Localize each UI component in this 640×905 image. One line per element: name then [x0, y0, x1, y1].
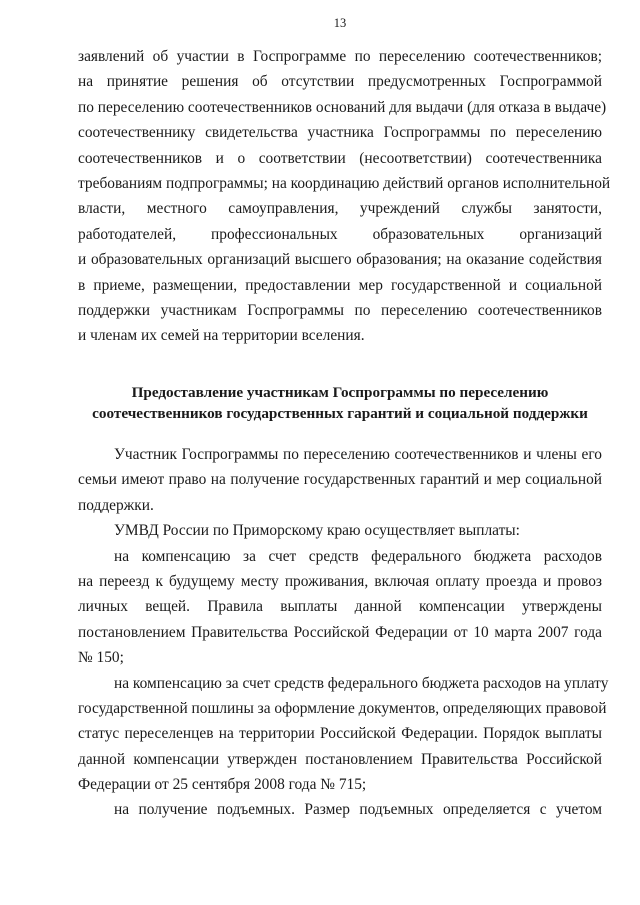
text-line: соотечественников и о соответствии (несоответствии) соотечественника [78, 149, 602, 167]
paragraph-rights [78, 442, 602, 518]
text-line: на компенсацию за счет средств федерального бюджета расходов [114, 547, 602, 565]
heading-line: Предоставление участникам Госпрограммы по переселению [131, 384, 549, 401]
text-line: на получение подъемных. Размер подъемных определяется с учетом [114, 801, 602, 819]
text-line: семьи имеют право на получение государственных гарантий и мер социальной [78, 471, 602, 489]
text-line: на переезд к будущему месту проживания, включая оплату проезда и провоз [78, 572, 602, 590]
paragraph-duties [78, 44, 611, 349]
text-line: Участник Госпрограммы по переселению соотечественников и члены его [114, 446, 602, 463]
text-line: и членам их семей на территории вселения. [78, 327, 365, 345]
text-line: на компенсацию за счет средств федерального бюджета расходов на уплату [114, 674, 609, 692]
text-line: власти, местного самоуправления, учреждений службы занятости, [78, 200, 602, 218]
heading-line: соотечественников государственных гарантий и социальной поддержки [92, 405, 588, 422]
text-line: поддержки участникам Госпрограммы по переселению соотечественников [78, 301, 602, 319]
paragraph-relocation-compensation [78, 544, 602, 671]
text-line: Федерации от 25 сентября 2008 года № 715; [78, 776, 367, 794]
section-heading [78, 382, 602, 424]
text-line: данной компенсации утвержден постановлением Правительства Российской [78, 750, 602, 768]
text-line: личных вещей. Правила выплаты данной компенсации утверждены [78, 598, 602, 616]
text-line: государственной пошлины за оформление документов, определяющих правовой [78, 699, 607, 717]
page-number: 13 [333, 16, 347, 30]
text-line: № 150; [78, 649, 124, 667]
paragraph-duty-compensation [78, 671, 609, 798]
text-line: УМВД России по Приморскому краю осуществляет выплаты: [114, 522, 520, 540]
text-line: постановлением Правительства Российской Федерации от 10 марта 2007 года [78, 623, 602, 641]
text-line: и образовательных организаций высшего образования; на оказание содействия [78, 251, 602, 269]
text-line: по переселению соотечественников оснований для выдачи (для отказа в выдаче) [78, 98, 607, 116]
text-line: работодателей, профессиональных образовательных организаций [78, 225, 602, 243]
paragraph-payments-intro [78, 518, 602, 543]
text-line: заявлений об участии в Госпрограмме по переселению соотечественников; [78, 48, 602, 65]
text-line: требованиям подпрограммы; на координацию действий органов исполнительной [78, 174, 611, 192]
text-line: в приеме, размещении, предоставлении мер государственной и социальной [78, 276, 602, 294]
paragraph-lifting-allowance [78, 797, 602, 822]
text-line: статус переселенцев на территории Российской Федерации. Порядок выплаты [78, 725, 602, 743]
text-line: поддержки. [78, 496, 154, 514]
section-body [78, 442, 609, 823]
text-line: на принятие решения об отсутствии предусмотренных Госпрограммой [78, 73, 602, 91]
text-line: соотечественнику свидетельства участника Госпрограммы по переселению [78, 124, 602, 142]
